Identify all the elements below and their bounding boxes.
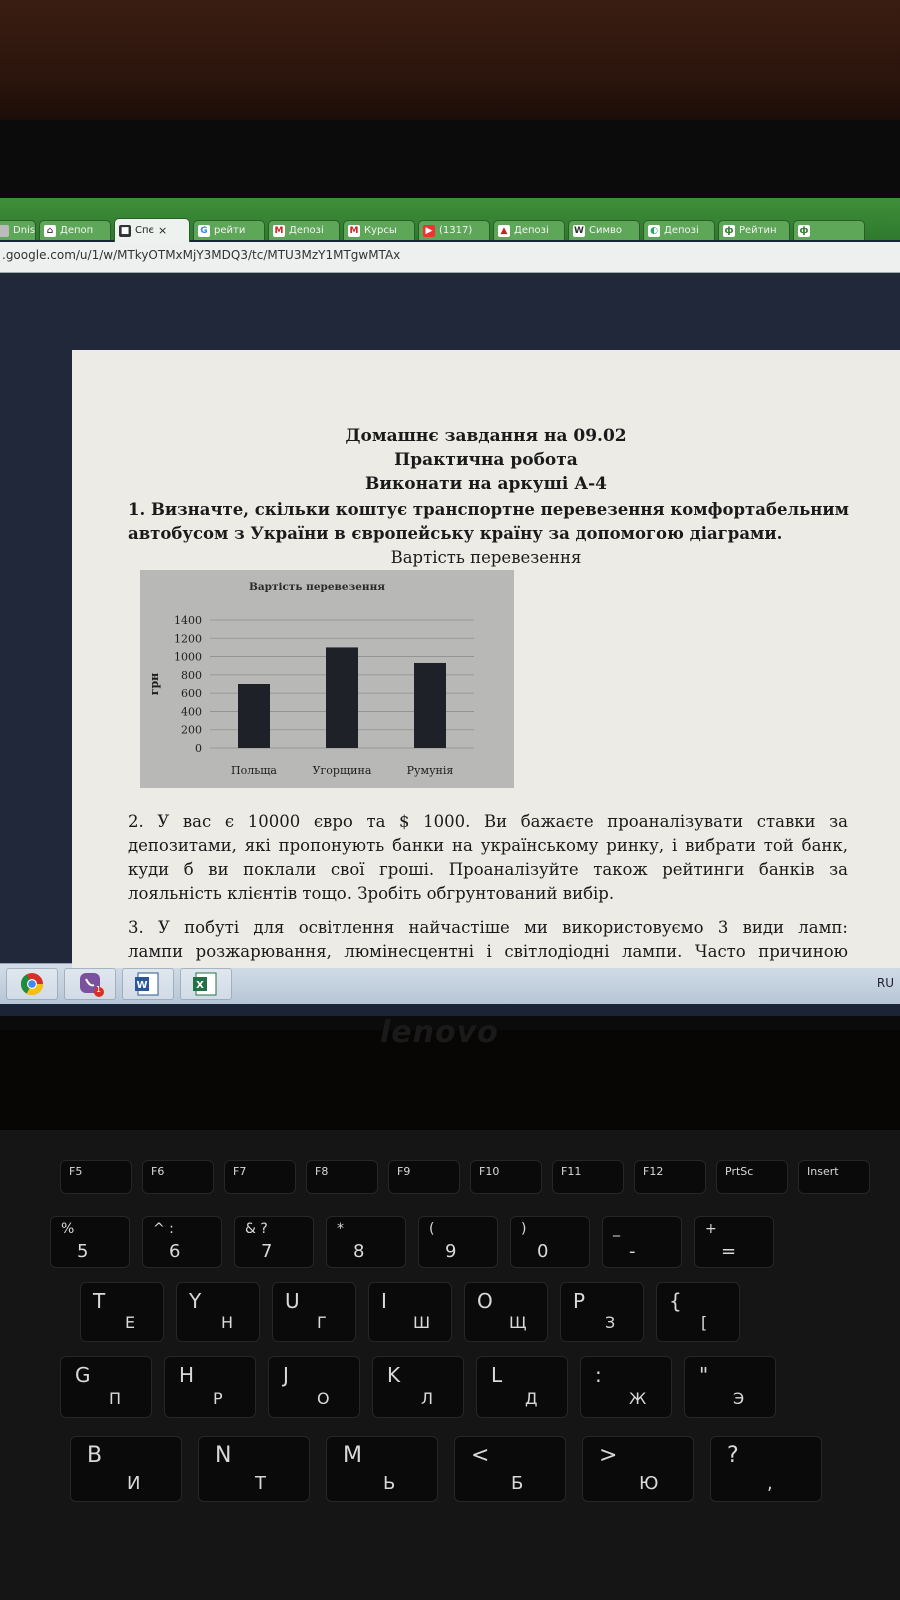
browser-tab[interactable]	[568, 220, 640, 240]
windows-taskbar	[0, 963, 900, 1004]
letter-key[interactable]	[268, 1356, 360, 1418]
letter-key[interactable]	[60, 1356, 152, 1418]
chart-caption: Вартість перевезення	[390, 548, 582, 567]
tab-favicon-icon: ◐	[648, 225, 660, 237]
letter-key[interactable]	[684, 1356, 776, 1418]
language-indicator[interactable]: RU	[876, 976, 894, 990]
browser-tab[interactable]	[643, 220, 715, 240]
key-legend: Б	[511, 1473, 524, 1494]
tab-label: Депозі	[664, 225, 699, 236]
x-tick-label: Румунія	[406, 764, 454, 777]
viber-icon	[65, 969, 115, 999]
letter-key[interactable]	[70, 1436, 182, 1502]
tab-label: Депозі	[289, 225, 324, 236]
heading-line-1: Домашнє завдання на 09.02	[345, 426, 627, 446]
tab-favicon-icon: ▲	[498, 225, 510, 237]
tab-label: Спє	[135, 225, 155, 236]
taskbar-chrome-button[interactable]	[6, 968, 58, 1000]
key-legend: Э	[733, 1389, 745, 1408]
key-legend: П	[109, 1389, 122, 1408]
key-legend: F9	[397, 1165, 411, 1178]
key-legend: I	[381, 1289, 387, 1313]
key-legend: 8	[353, 1241, 365, 1262]
browser-tab[interactable]	[718, 220, 790, 240]
letter-key[interactable]	[372, 1356, 464, 1418]
letter-key[interactable]	[80, 1282, 164, 1342]
key-legend: F7	[233, 1165, 247, 1178]
key-legend: <	[471, 1443, 490, 1468]
key-legend: ,	[767, 1473, 773, 1494]
key-legend: И	[127, 1473, 141, 1494]
tab-label: рейти	[214, 225, 246, 236]
y-axis-label: грн	[148, 672, 161, 696]
key-legend: J	[283, 1363, 289, 1387]
x-tick-label: Угорщина	[312, 764, 372, 777]
key-legend: *	[337, 1221, 344, 1237]
key-legend: U	[285, 1289, 300, 1313]
key-legend: Д	[525, 1389, 538, 1408]
browser-tab[interactable]	[193, 220, 265, 240]
browser-tab-strip	[0, 198, 900, 240]
letter-key[interactable]	[464, 1282, 548, 1342]
key-legend: (	[429, 1221, 435, 1237]
function-key[interactable]	[60, 1160, 132, 1194]
number-key[interactable]	[142, 1216, 222, 1268]
taskbar-excel-button[interactable]	[180, 968, 232, 1000]
letter-key[interactable]	[710, 1436, 822, 1502]
key-legend: %	[61, 1221, 75, 1237]
tab-favicon-icon: G	[198, 225, 210, 237]
key-legend: {	[669, 1289, 682, 1313]
browser-tab[interactable]	[0, 220, 36, 240]
tab-favicon-icon: M	[349, 225, 359, 236]
key-legend: G	[75, 1363, 91, 1387]
number-key[interactable]	[50, 1216, 130, 1268]
browser-tab[interactable]	[793, 220, 865, 240]
heading-line-2: Практична робота	[394, 450, 578, 470]
tab-favicon-icon	[0, 225, 9, 237]
task2-line-3: куди б ви поклали свої гроші. Проаналізуйте також рейтинги банків за	[128, 860, 848, 879]
tab-favicon-icon: M	[274, 225, 284, 236]
address-url[interactable]: .google.com/u/1/w/MTkyOTMxMjY3MDQ3/tc/MTU3MzY1MTgwMTAx	[2, 248, 401, 262]
taskbar-word-button[interactable]	[122, 968, 174, 1000]
function-key[interactable]	[470, 1160, 542, 1194]
tab-favicon-icon: ■	[120, 225, 130, 236]
task1-line-2: автобусом з України в європейську країну за допомогою діаграми.	[128, 524, 783, 543]
laptop-keyboard	[0, 1130, 900, 1600]
key-legend: T	[93, 1289, 106, 1313]
key-legend: Y	[189, 1289, 202, 1313]
key-legend: 9	[445, 1241, 457, 1262]
key-legend: ?	[727, 1443, 739, 1468]
number-key[interactable]	[602, 1216, 682, 1268]
task2-line-2: депозитами, які пропонують банки на українському ринку, і вибрати той банк,	[128, 836, 848, 855]
tab-label: Рейтин	[739, 225, 777, 236]
key-legend: >	[599, 1443, 618, 1468]
key-legend: Ь	[383, 1473, 396, 1494]
key-legend: "	[699, 1363, 709, 1387]
document-page	[72, 350, 900, 968]
browser-tab[interactable]	[493, 220, 565, 240]
laptop-brand-logo: lenovo	[380, 1015, 499, 1050]
y-tick-label: 1400	[174, 614, 202, 627]
key-legend: Ж	[629, 1389, 647, 1408]
browser-tab[interactable]	[39, 220, 111, 240]
y-tick-label: 1200	[174, 632, 202, 646]
key-legend: F5	[69, 1165, 83, 1178]
chart-bar	[326, 647, 358, 748]
chrome-icon	[7, 969, 57, 999]
key-legend: Н	[221, 1313, 234, 1332]
letter-key[interactable]	[454, 1436, 566, 1502]
y-tick-label: 1000	[174, 650, 202, 664]
excel-icon	[181, 969, 231, 999]
key-legend: Ш	[413, 1313, 431, 1332]
key-legend: Щ	[509, 1313, 527, 1332]
key-legend: _	[613, 1221, 620, 1237]
y-tick-label: 400	[181, 705, 202, 719]
function-key[interactable]	[224, 1160, 296, 1194]
key-legend: З	[605, 1313, 616, 1332]
y-tick-label: 0	[195, 742, 202, 755]
letter-key[interactable]	[582, 1436, 694, 1502]
task3-line-2: лампи розжарювання, люмінесцентні і світлодіодні лампи. Часто причиною	[128, 942, 848, 961]
bar-chart-svg	[140, 570, 514, 788]
task1-line-1: 1. Визначте, скільки коштує транспортне перевезення комфортабельним	[128, 500, 849, 519]
key-legend: ^ :	[153, 1221, 174, 1237]
function-key[interactable]	[634, 1160, 706, 1194]
letter-key[interactable]	[476, 1356, 568, 1418]
viber-badge: 1	[96, 985, 102, 994]
svg-text:X: X	[196, 980, 204, 991]
letter-key[interactable]	[176, 1282, 260, 1342]
key-legend: H	[179, 1363, 195, 1387]
number-key[interactable]	[694, 1216, 774, 1268]
key-legend: 5	[77, 1241, 89, 1262]
letter-key[interactable]	[164, 1356, 256, 1418]
key-legend: [	[701, 1313, 708, 1332]
tab-favicon-icon: W	[574, 225, 584, 236]
key-legend: & ?	[245, 1221, 268, 1237]
key-legend: Л	[421, 1389, 434, 1408]
key-legend: F12	[643, 1165, 664, 1178]
function-key[interactable]	[306, 1160, 378, 1194]
task2-line-1: 2. У вас є 10000 євро та $ 1000. Ви бажаєте проаналізувати ставки за	[128, 812, 848, 831]
function-key[interactable]	[798, 1160, 870, 1194]
letter-key[interactable]	[272, 1282, 356, 1342]
y-tick-label: 800	[181, 668, 202, 682]
tab-label: Dnis	[13, 225, 36, 236]
chart-title: Вартість перевезення	[248, 581, 386, 593]
y-tick-label: 600	[181, 687, 202, 701]
key-legend: )	[521, 1221, 527, 1237]
key-legend: O	[477, 1289, 493, 1313]
function-key[interactable]	[552, 1160, 624, 1194]
letter-key[interactable]	[560, 1282, 644, 1342]
key-legend: N	[215, 1443, 232, 1468]
key-legend: B	[87, 1443, 103, 1468]
address-bar[interactable]	[0, 242, 900, 273]
tab-label: Депозі	[514, 225, 549, 236]
key-legend: 0	[537, 1241, 549, 1262]
key-legend: F10	[479, 1165, 500, 1178]
key-legend: F8	[315, 1165, 329, 1178]
browser-tab[interactable]	[268, 220, 340, 240]
key-legend: :	[595, 1363, 602, 1387]
key-legend: K	[387, 1363, 401, 1387]
browser-tab[interactable]	[343, 220, 415, 240]
key-legend: =	[721, 1241, 737, 1262]
number-key[interactable]	[234, 1216, 314, 1268]
key-legend: Т	[255, 1473, 266, 1494]
function-key[interactable]	[388, 1160, 460, 1194]
x-tick-label: Польща	[231, 764, 277, 777]
task2-line-4: лояльність клієнтів тощо. Зробіть обгрунтований вибір.	[128, 884, 615, 903]
key-legend: F11	[561, 1165, 582, 1178]
chart-bar	[414, 663, 446, 748]
y-tick-label: 200	[181, 723, 202, 737]
chart-bar	[238, 684, 270, 748]
key-legend: 6	[169, 1241, 181, 1262]
key-legend: M	[343, 1443, 362, 1468]
heading-line-3: Виконати на аркуші А-4	[365, 474, 607, 494]
tab-close-icon[interactable]: ×	[158, 224, 168, 237]
tab-label: Депоп	[60, 225, 94, 236]
key-legend: Ю	[639, 1473, 659, 1494]
tab-label: Симво	[589, 225, 623, 236]
letter-key[interactable]	[198, 1436, 310, 1502]
number-key[interactable]	[418, 1216, 498, 1268]
key-legend: Р	[213, 1389, 223, 1408]
tab-label: (1317)	[439, 225, 473, 236]
function-key[interactable]	[142, 1160, 214, 1194]
number-key[interactable]	[510, 1216, 590, 1268]
key-legend: L	[491, 1363, 503, 1387]
letter-key[interactable]	[368, 1282, 452, 1342]
tab-favicon-icon: ф	[799, 225, 809, 236]
key-legend: 7	[261, 1241, 273, 1262]
word-icon	[123, 969, 173, 999]
bar-chart	[140, 570, 514, 788]
svg-text:W: W	[136, 980, 148, 991]
tab-favicon-icon: ▶	[423, 225, 435, 237]
letter-key[interactable]	[580, 1356, 672, 1418]
number-key[interactable]	[326, 1216, 406, 1268]
key-legend: PrtSc	[725, 1165, 754, 1178]
key-legend: Г	[317, 1313, 327, 1332]
key-legend: О	[317, 1389, 330, 1408]
key-legend: Е	[125, 1313, 136, 1332]
browser-tab[interactable]	[114, 218, 190, 242]
key-legend: F6	[151, 1165, 165, 1178]
tab-favicon-icon: ⌂	[44, 225, 56, 237]
key-legend: Insert	[807, 1165, 839, 1178]
tab-favicon-icon: ф	[724, 225, 734, 236]
tab-label: Курсы	[364, 225, 397, 236]
browser-tab[interactable]	[418, 220, 490, 240]
key-legend: P	[573, 1289, 586, 1313]
function-key[interactable]	[716, 1160, 788, 1194]
key-legend: -	[629, 1241, 636, 1262]
letter-key[interactable]	[656, 1282, 740, 1342]
key-legend: +	[705, 1221, 717, 1237]
letter-key[interactable]	[326, 1436, 438, 1502]
background-wall	[0, 0, 900, 140]
taskbar-viber-button[interactable]	[64, 968, 116, 1000]
task3-line-1: 3. У побуті для освітлення найчастіше ми використовуємо 3 види ламп:	[128, 918, 848, 937]
